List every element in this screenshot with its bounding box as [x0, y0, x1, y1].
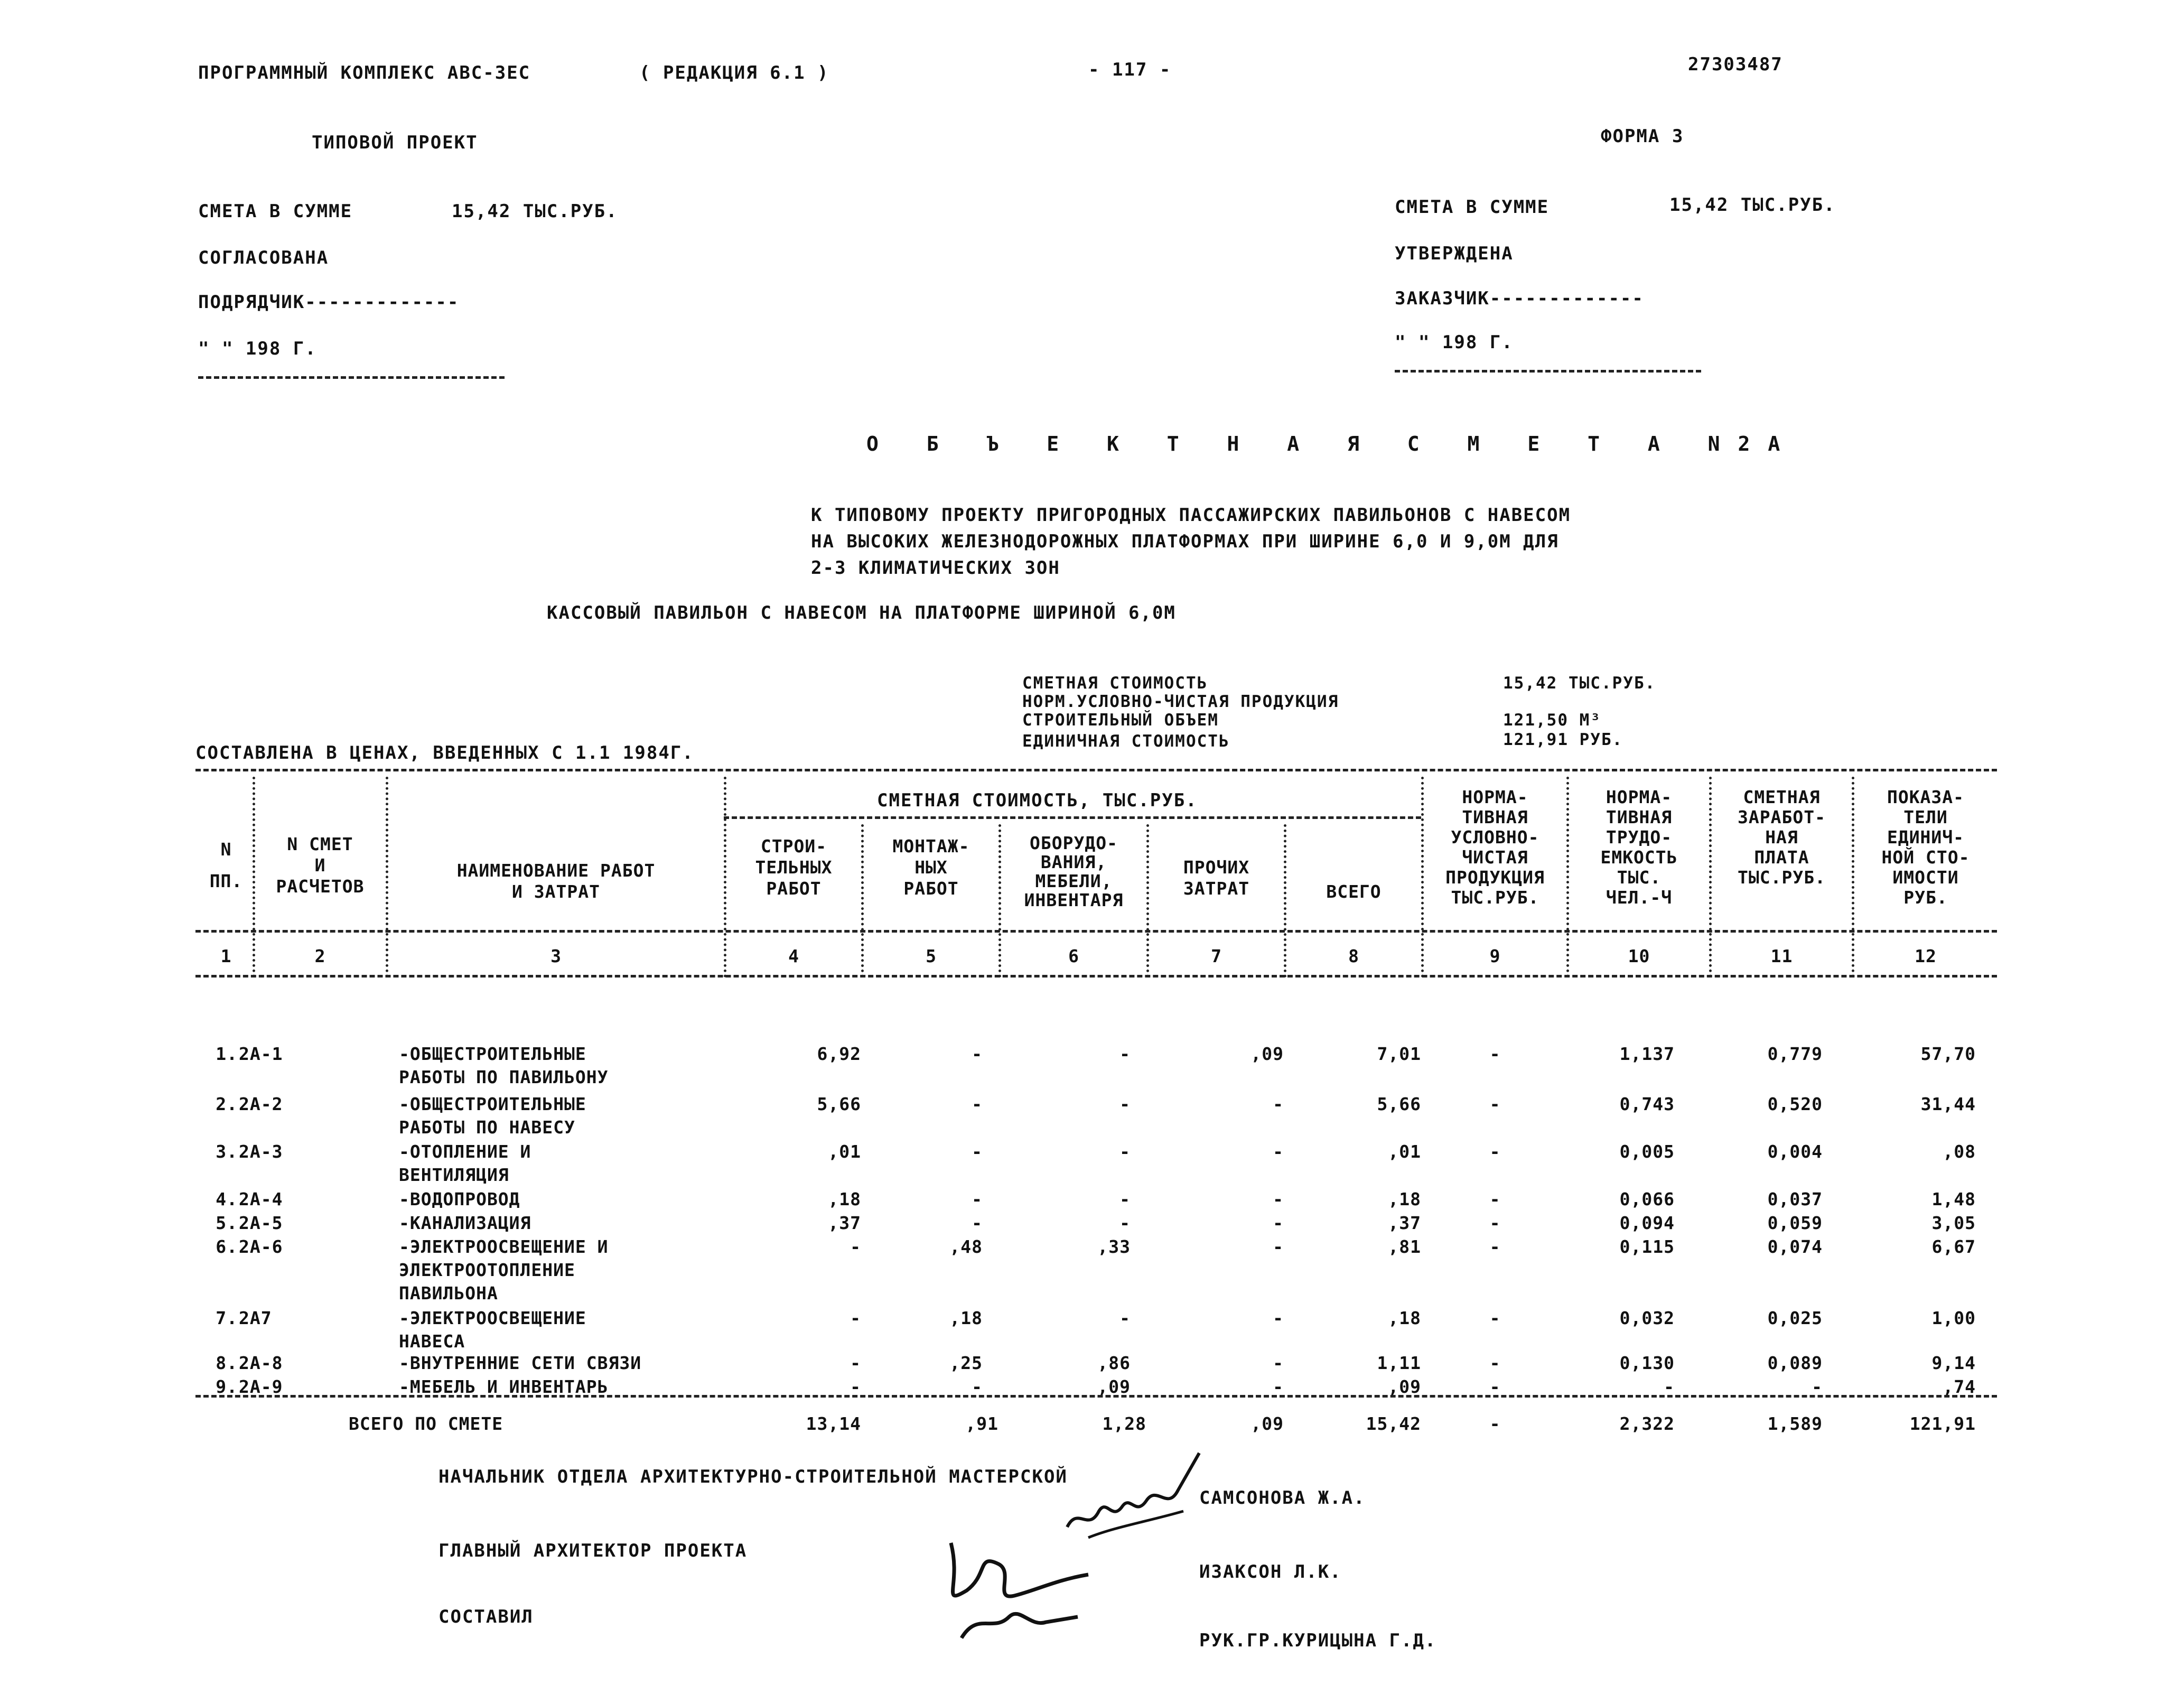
- row-cell-c10: 0,743: [1619, 1094, 1675, 1114]
- summary-value-3: 121,50 М³: [1503, 711, 1601, 730]
- summary-label-4: ЕДИНИЧНАЯ СТОИМОСТЬ: [1022, 732, 1230, 751]
- col-header-7: ПРОЧИХ ЗАТРАТ: [1183, 857, 1250, 899]
- page-number: - 117 -: [1088, 59, 1172, 80]
- row-cell-c5: -: [972, 1376, 983, 1397]
- row-cell-c10: 0,115: [1619, 1236, 1675, 1257]
- row-name-line: -КАНАЛИЗАЦИЯ: [399, 1213, 531, 1233]
- summary-label-3: СТРОИТЕЛЬНЫЙ ОБЪЕМ: [1022, 711, 1219, 730]
- row-cell-c7: ,09: [1250, 1044, 1284, 1064]
- row-cell-c10: -: [1664, 1376, 1675, 1397]
- row-name-line: РАБОТЫ ПО НАВЕСУ: [399, 1117, 575, 1138]
- row-cell-c10: 0,066: [1619, 1189, 1675, 1209]
- signature-name-3: РУК.ГР.КУРИЦЫНА Г.Д.: [1199, 1630, 1437, 1651]
- row-cell-n: 7.: [216, 1308, 238, 1328]
- row-name-line: -ЭЛЕКТРООСВЕЩЕНИЕ: [399, 1308, 586, 1328]
- row-cell-c10: 1,137: [1619, 1044, 1675, 1064]
- row-cell-c6: -: [1119, 1308, 1131, 1328]
- row-cell-est: 2А7: [239, 1308, 272, 1328]
- row-cell-c6: -: [1119, 1094, 1131, 1114]
- row-cell-c9: -: [1489, 1376, 1501, 1397]
- row-cell-c7: -: [1273, 1308, 1284, 1328]
- left-signature-rule: [198, 376, 505, 379]
- col-header-4: СТРОИ- ТЕЛЬНЫХ РАБОТ: [755, 836, 833, 899]
- row-cell-c5: ,48: [949, 1236, 983, 1257]
- signature-role-1: НАЧАЛЬНИК ОТДЕЛА АРХИТЕКТУРНО-СТРОИТЕЛЬНОЙ МАСТЕРСКОЙ: [438, 1466, 1068, 1487]
- prices-note: СОСТАВЛЕНА В ЦЕНАХ, ВВЕДЕННЫХ С 1.1 1984Г.: [195, 742, 694, 764]
- agreed-label: СОГЛАСОВАНА: [198, 247, 329, 268]
- row-cell-c11: 0,089: [1767, 1353, 1823, 1373]
- col-number-11: 11: [1770, 946, 1793, 966]
- total-c5: ,91: [965, 1413, 998, 1434]
- col-number-10: 10: [1628, 946, 1650, 966]
- row-cell-c9: -: [1489, 1353, 1501, 1373]
- row-cell-c12: 1,48: [1931, 1189, 1976, 1209]
- row-cell-c9: -: [1489, 1308, 1501, 1328]
- row-cell-c10: 0,094: [1619, 1213, 1675, 1233]
- edition: ( РЕДАКЦИЯ 6.1 ): [639, 62, 829, 83]
- summary-value-4: 121,91 РУБ.: [1503, 730, 1623, 749]
- row-cell-c8: 7,01: [1377, 1044, 1421, 1064]
- row-cell-c10: 0,032: [1619, 1308, 1675, 1328]
- row-cell-c5: ,25: [949, 1353, 983, 1373]
- row-cell-est: 2А-9: [239, 1376, 283, 1397]
- col-number-9: 9: [1489, 946, 1501, 966]
- row-cell-c8: ,01: [1388, 1141, 1421, 1162]
- total-c12: 121,91: [1909, 1413, 1976, 1434]
- group-header: СМЕТНАЯ СТОИМОСТЬ, ТЫС.РУБ.: [877, 790, 1198, 811]
- col-number-2: 2: [314, 946, 326, 966]
- total-c6: 1,28: [1102, 1413, 1146, 1434]
- row-cell-c5: -: [972, 1094, 983, 1114]
- row-cell-c9: -: [1489, 1213, 1501, 1233]
- row-cell-c5: -: [972, 1213, 983, 1233]
- right-signature-rule: [1395, 370, 1701, 373]
- left-sum-value: 15,42 ТЫС.РУБ.: [452, 201, 618, 222]
- row-cell-c6: ,33: [1097, 1236, 1131, 1257]
- col-header-11: СМЕТНАЯ ЗАРАБОТ- НАЯ ПЛАТА ТЫС.РУБ.: [1738, 787, 1826, 888]
- group-header-rule: [724, 816, 1421, 819]
- row-cell-c11: 0,037: [1767, 1189, 1823, 1209]
- row-cell-n: 5.: [216, 1213, 238, 1233]
- program-name: ПРОГРАММНЫЙ КОМПЛЕКС АВС-3ЕС: [198, 62, 531, 83]
- row-name-line: НАВЕСА: [399, 1331, 465, 1352]
- header-bottom-rule: [195, 930, 1997, 933]
- row-cell-c5: -: [972, 1189, 983, 1209]
- contractor-line: ПОДРЯДЧИК-------------: [198, 292, 460, 313]
- summary-value-1: 15,42 ТЫС.РУБ.: [1503, 674, 1656, 693]
- col-number-1: 1: [220, 946, 232, 966]
- row-name-line: -ВОДОПРОВОД: [399, 1189, 520, 1209]
- row-cell-c9: -: [1489, 1141, 1501, 1162]
- row-cell-n: 2.: [216, 1094, 238, 1114]
- col-number-rule: [195, 975, 1997, 978]
- col-header-9: НОРМА- ТИВНАЯ УСЛОВНО- ЧИСТАЯ ПРОДУКЦИЯ ТЫС.РУБ.: [1445, 787, 1545, 908]
- row-cell-c4: -: [850, 1308, 861, 1328]
- row-cell-c7: -: [1273, 1376, 1284, 1397]
- col-number-4: 4: [788, 946, 799, 966]
- row-cell-c12: 6,67: [1931, 1236, 1976, 1257]
- form-label: ФОРМА 3: [1601, 126, 1684, 147]
- row-cell-c7: -: [1273, 1141, 1284, 1162]
- subtitle-line-1: К ТИПОВОМУ ПРОЕКТУ ПРИГОРОДНЫХ ПАССАЖИРСКИХ ПАВИЛЬОНОВ С НАВЕСОМ: [811, 505, 1571, 526]
- object-name: КАССОВЫЙ ПАВИЛЬОН С НАВЕСОМ НА ПЛАТФОРМЕ ШИРИНОЙ 6,0М: [547, 602, 1176, 623]
- row-cell-c6: -: [1119, 1044, 1131, 1064]
- row-name-line: РАБОТЫ ПО ПАВИЛЬОНУ: [399, 1067, 609, 1087]
- row-cell-c8: 1,11: [1377, 1353, 1421, 1373]
- document-title: О Б Ъ Е К Т Н А Я С М Е Т А N2А: [866, 432, 1798, 455]
- row-cell-c11: -: [1812, 1376, 1823, 1397]
- row-cell-c12: ,08: [1943, 1141, 1976, 1162]
- row-cell-c11: 0,004: [1767, 1141, 1823, 1162]
- row-name-line: -ОБЩЕСТРОИТЕЛЬНЫЕ: [399, 1044, 586, 1064]
- row-cell-c8: 5,66: [1377, 1094, 1421, 1114]
- col-header-10: НОРМА- ТИВНАЯ ТРУДО- ЕМКОСТЬ ТЫС. ЧЕЛ.-Ч: [1600, 787, 1678, 908]
- row-name-line: ВЕНТИЛЯЦИЯ: [399, 1165, 509, 1185]
- row-cell-c4: -: [850, 1353, 861, 1373]
- row-cell-c8: ,09: [1388, 1376, 1421, 1397]
- row-cell-c9: -: [1489, 1094, 1501, 1114]
- signature-name-1: САМСОНОВА Ж.А.: [1199, 1487, 1366, 1509]
- total-c4: 13,14: [806, 1413, 861, 1434]
- subtitle-line-3: 2-3 КЛИМАТИЧЕСКИХ ЗОН: [811, 557, 1060, 579]
- row-name-line: -ОБЩЕСТРОИТЕЛЬНЫЕ: [399, 1094, 586, 1114]
- row-cell-c10: 0,005: [1619, 1141, 1675, 1162]
- right-date: " " 198 Г.: [1395, 332, 1514, 353]
- row-cell-c4: -: [850, 1236, 861, 1257]
- row-cell-n: 8.: [216, 1353, 238, 1373]
- doc-number: 27303487: [1688, 54, 1783, 75]
- row-cell-est: 2А-8: [239, 1353, 283, 1373]
- total-c10: 2,322: [1619, 1413, 1675, 1434]
- row-cell-c7: -: [1273, 1353, 1284, 1373]
- signature-name-2: ИЗАКСОН Л.К.: [1199, 1561, 1342, 1582]
- col-header-5: МОНТАЖ- НЫХ РАБОТ: [892, 836, 970, 899]
- total-c11: 1,589: [1767, 1413, 1823, 1434]
- row-cell-c4: 5,66: [817, 1094, 861, 1114]
- row-cell-c11: 0,059: [1767, 1213, 1823, 1233]
- col-header-1: N ПП.: [209, 839, 243, 891]
- approved-label: УТВЕРЖДЕНА: [1395, 243, 1514, 264]
- handwritten-signature-2: [930, 1522, 1120, 1649]
- row-cell-est: 2А-6: [239, 1236, 283, 1257]
- customer-line: ЗАКАЗЧИК-------------: [1395, 288, 1644, 309]
- row-cell-c8: ,81: [1388, 1236, 1421, 1257]
- left-date: " " 198 Г.: [198, 338, 317, 359]
- row-cell-c4: ,37: [828, 1213, 861, 1233]
- total-label: ВСЕГО ПО СМЕТЕ: [349, 1413, 503, 1434]
- row-cell-n: 4.: [216, 1189, 238, 1209]
- row-cell-c9: -: [1489, 1236, 1501, 1257]
- row-cell-c8: ,37: [1388, 1213, 1421, 1233]
- row-cell-c12: ,74: [1943, 1376, 1976, 1397]
- subtitle-line-2: НА ВЫСОКИХ ЖЕЛЕЗНОДОРОЖНЫХ ПЛАТФОРМАХ ПРИ ШИРИНЕ 6,0 И 9,0М ДЛЯ: [811, 531, 1559, 552]
- row-cell-c4: 6,92: [817, 1044, 861, 1064]
- row-cell-c7: -: [1273, 1189, 1284, 1209]
- col-number-8: 8: [1348, 946, 1359, 966]
- col-number-7: 7: [1211, 946, 1222, 966]
- total-c8: 15,42: [1366, 1413, 1421, 1434]
- row-cell-c5: ,18: [949, 1308, 983, 1328]
- summary-label-2: НОРМ.УСЛОВНО-ЧИСТАЯ ПРОДУКЦИЯ: [1022, 692, 1339, 711]
- row-cell-c6: -: [1119, 1213, 1131, 1233]
- right-sum-label: СМЕТА В СУММЕ: [1395, 197, 1550, 218]
- col-header-12: ПОКАЗА- ТЕЛИ ЕДИНИЧ- НОЙ СТО- ИМОСТИ РУБ.: [1881, 787, 1970, 908]
- row-cell-c9: -: [1489, 1044, 1501, 1064]
- row-cell-n: 9.: [216, 1376, 238, 1397]
- col-number-3: 3: [550, 946, 562, 966]
- table-top-rule: [195, 769, 1997, 771]
- row-cell-c11: 0,074: [1767, 1236, 1823, 1257]
- row-cell-est: 2А-3: [239, 1141, 283, 1162]
- row-cell-c12: 9,14: [1931, 1353, 1976, 1373]
- col-number-6: 6: [1068, 946, 1079, 966]
- col-header-8: ВСЕГО: [1326, 881, 1382, 902]
- row-cell-c6: -: [1119, 1141, 1131, 1162]
- row-cell-est: 2А-2: [239, 1094, 283, 1114]
- row-cell-c6: -: [1119, 1189, 1131, 1209]
- row-cell-c6: ,86: [1097, 1353, 1131, 1373]
- row-cell-c4: ,18: [828, 1189, 861, 1209]
- row-cell-est: 2А-4: [239, 1189, 283, 1209]
- total-c7: ,09: [1250, 1413, 1284, 1434]
- row-cell-c10: 0,130: [1619, 1353, 1675, 1373]
- col-header-6: ОБОРУДО- ВАНИЯ, МЕБЕЛИ, ИНВЕНТАРЯ: [1024, 833, 1124, 910]
- row-cell-c7: -: [1273, 1236, 1284, 1257]
- col-header-2: N СМЕТ И РАСЧЕТОВ: [276, 834, 365, 897]
- row-cell-c12: 1,00: [1931, 1308, 1976, 1328]
- row-cell-c5: -: [972, 1141, 983, 1162]
- col-number-12: 12: [1915, 946, 1937, 966]
- row-cell-c4: ,01: [828, 1141, 861, 1162]
- row-name-line: -ОТОПЛЕНИЕ И: [399, 1141, 531, 1162]
- row-cell-n: 1.: [216, 1044, 238, 1064]
- row-cell-c8: ,18: [1388, 1308, 1421, 1328]
- row-cell-c12: 3,05: [1931, 1213, 1976, 1233]
- row-cell-c11: 0,520: [1767, 1094, 1823, 1114]
- row-cell-c6: ,09: [1097, 1376, 1131, 1397]
- project-type: ТИПОВОЙ ПРОЕКТ: [312, 132, 478, 153]
- row-name-line: ПАВИЛЬОНА: [399, 1283, 498, 1304]
- row-cell-c4: -: [850, 1376, 861, 1397]
- left-sum-label: СМЕТА В СУММЕ: [198, 201, 353, 222]
- row-cell-c8: ,18: [1388, 1189, 1421, 1209]
- row-cell-c7: -: [1273, 1213, 1284, 1233]
- row-cell-c9: -: [1489, 1189, 1501, 1209]
- row-cell-est: 2А-1: [239, 1044, 283, 1064]
- col-number-5: 5: [926, 946, 937, 966]
- row-name-line: ЭЛЕКТРООТОПЛЕНИЕ: [399, 1260, 575, 1280]
- right-sum-value: 15,42 ТЫС.РУБ.: [1669, 194, 1836, 216]
- summary-label-1: СМЕТНАЯ СТОИМОСТЬ: [1022, 674, 1208, 693]
- row-cell-n: 3.: [216, 1141, 238, 1162]
- signature-role-2: ГЛАВНЫЙ АРХИТЕКТОР ПРОЕКТА: [438, 1540, 748, 1561]
- row-name-line: -ЭЛЕКТРООСВЕЩЕНИЕ И: [399, 1236, 609, 1257]
- total-c9: -: [1489, 1413, 1501, 1434]
- row-cell-c12: 57,70: [1920, 1044, 1976, 1064]
- row-cell-c7: -: [1273, 1094, 1284, 1114]
- row-cell-c11: 0,025: [1767, 1308, 1823, 1328]
- row-cell-c5: -: [972, 1044, 983, 1064]
- row-cell-est: 2А-5: [239, 1213, 283, 1233]
- row-cell-n: 6.: [216, 1236, 238, 1257]
- row-name-line: -ВНУТРЕННИЕ СЕТИ СВЯЗИ: [399, 1353, 642, 1373]
- row-cell-c12: 31,44: [1920, 1094, 1976, 1114]
- row-name-line: -МЕБЕЛЬ И ИНВЕНТАРЬ: [399, 1376, 609, 1397]
- row-cell-c11: 0,779: [1767, 1044, 1823, 1064]
- signature-role-3: СОСТАВИЛ: [438, 1606, 534, 1627]
- col-header-3: НАИМЕНОВАНИЕ РАБОТ И ЗАТРАТ: [456, 860, 656, 902]
